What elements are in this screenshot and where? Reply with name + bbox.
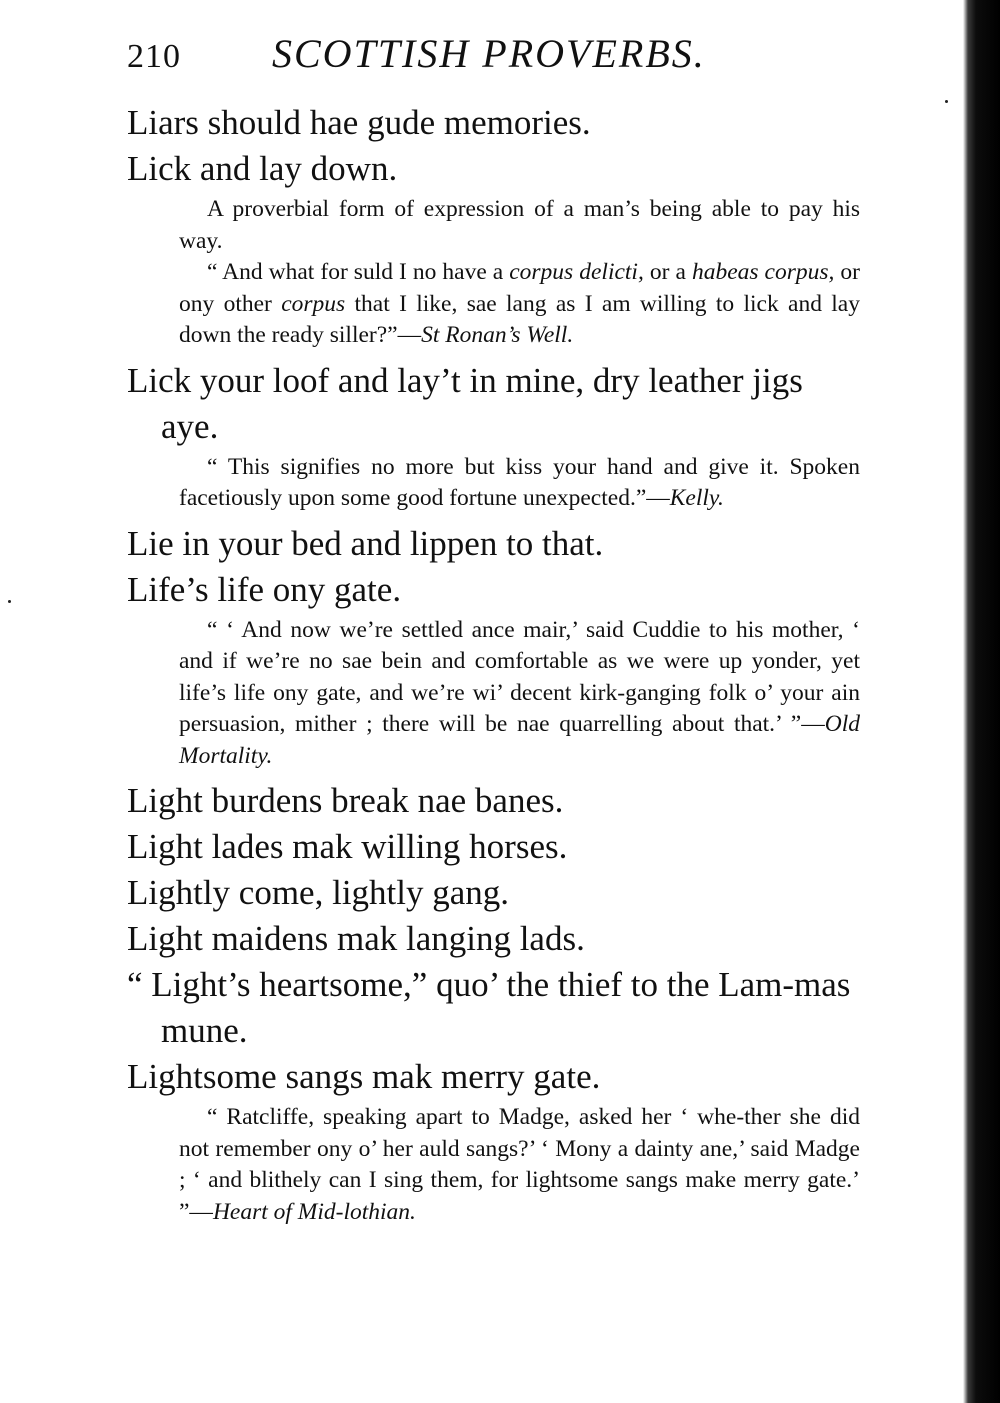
proverb-entry: Light maidens mak langing lads. <box>127 919 585 958</box>
proverb-entry: Lie in your bed and lippen to that. <box>127 523 604 563</box>
note-citation: corpus <box>281 290 346 317</box>
note-citation: Kelly. <box>669 485 724 511</box>
scan-speck <box>8 600 11 603</box>
proverb-entry: Lightsome sangs mak merry gate. <box>127 1057 601 1096</box>
proverb-note <box>127 194 860 352</box>
note-text: “ And what for suld I no have a <box>207 259 510 285</box>
note-text: “ ‘ And now we’re settled ance mair,’ said Cuddie to his mother, ‘ and if we’re no sae bein and comfortable as we were up yonder, yet life’s life ony gate, and we’re wi’ decent kirk-ganging folk o’ your ain persuasion, mither ; there will be nae quarrelling about that.’ ”— <box>179 616 860 737</box>
proverb-note <box>127 1102 860 1228</box>
note-text: or ony other <box>179 259 860 317</box>
proverb-note <box>127 452 860 515</box>
proverb-list <box>127 100 860 1234</box>
note-citation: St Ronan’s Well. <box>421 322 574 348</box>
scan-speck <box>945 100 948 103</box>
note-text: or a <box>643 259 692 285</box>
proverb-entry: Lightly come, lightly gang. <box>127 873 510 912</box>
note-text: “ Ratcliffe, speaking apart to Madge, asked her ‘ whe-ther she did not remember ony o’ her auld sangs?’ ‘ Mony a dainty ane,’ said Madge ; ‘ and blithely can I sing them, for lightsome sangs make merry gate.’ ”— <box>179 1104 860 1225</box>
proverb-entry: “ Light’s heartsome,” quo’ the thief to the Lam-mas mune. <box>127 965 851 1050</box>
note-text: that I like, sae lang as I am willing to lick and lay down the ready siller?”— <box>179 290 860 348</box>
page-number: 210 <box>127 38 181 75</box>
proverb-entry: Light burdens break nae banes. <box>127 781 564 820</box>
binding-edge <box>960 0 1000 1403</box>
note-text: “ This signifies no more but kiss your hand and give it. Spoken facetiously upon some good fortune unexpected.”— <box>179 453 860 511</box>
note-paragraph <box>179 194 860 257</box>
proverb-entry: Lick and lay down. <box>127 149 398 188</box>
page-title: SCOTTISH PROVERBS. <box>272 31 706 76</box>
proverb-entry: Liars should hae gude memories. <box>127 103 591 142</box>
note-citation: corpus delicti, <box>509 259 644 285</box>
proverb-entry: Lick your loof and lay’t in mine, dry leather jigs aye. <box>127 360 803 446</box>
note-citation: habeas corpus, <box>691 259 835 285</box>
note-citation: Old Mortality. <box>179 711 860 769</box>
proverb-entry: Light lades mak willing horses. <box>127 827 568 866</box>
note-paragraph <box>179 452 860 515</box>
note-paragraph <box>179 615 860 773</box>
proverb-note <box>127 615 860 773</box>
proverb-entry: Life’s life ony gate. <box>127 569 402 609</box>
running-head <box>127 30 827 80</box>
note-paragraph <box>179 257 860 352</box>
note-text: A proverbial form of expression of a man’s being able to pay his way. <box>179 196 860 254</box>
note-citation: Heart of Mid-lothian. <box>212 1198 416 1225</box>
note-paragraph <box>179 1102 860 1228</box>
